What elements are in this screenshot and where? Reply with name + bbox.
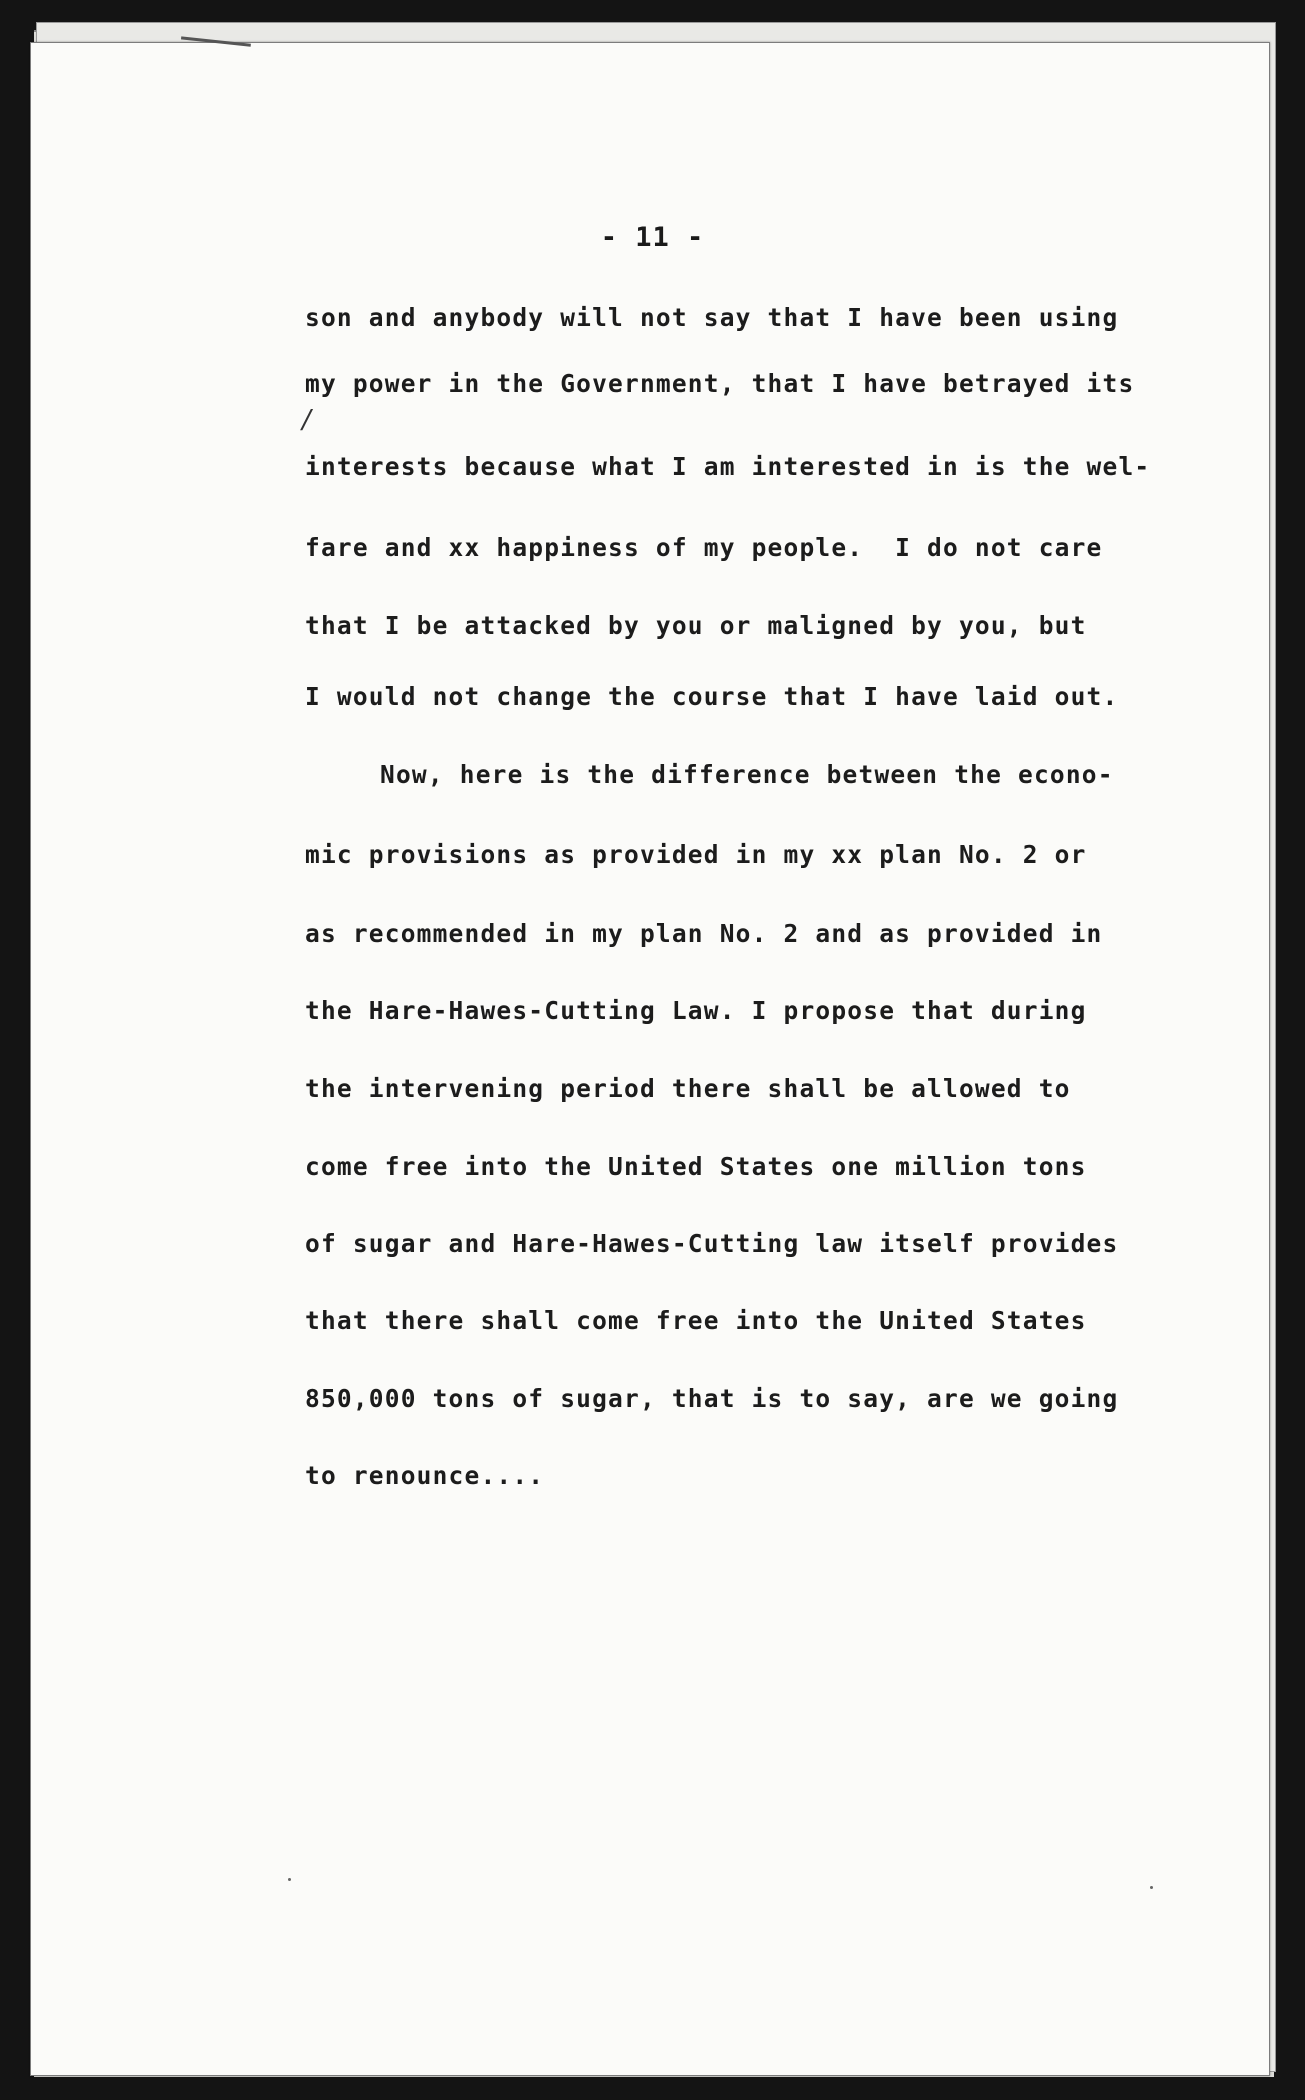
text-line: 850,000 tons of sugar, that is to say, are we going xyxy=(305,1384,1119,1413)
paragraph-start-line: Now, here is the difference between the econo- xyxy=(380,760,1114,789)
text-line: mic provisions as provided in my xx plan No. 2 or xyxy=(305,840,1087,869)
text-line: interests because what I am interested in is the wel- xyxy=(305,452,1151,481)
text-line: fare and xx happiness of my people. I do not care xyxy=(305,533,1103,562)
paper-speck xyxy=(288,1878,291,1881)
text-line: the intervening period there shall be allowed to xyxy=(305,1074,1071,1103)
text-line: that I be attacked by you or maligned by you, but xyxy=(305,611,1087,640)
text-line: that there shall come free into the United States xyxy=(305,1306,1087,1335)
margin-mark: / xyxy=(302,405,311,435)
text-line: the Hare-Hawes-Cutting Law. I propose that during xyxy=(305,996,1087,1025)
text-line: to renounce.... xyxy=(305,1461,545,1490)
text-line: my power in the Government, that I have betrayed its xyxy=(305,369,1135,398)
paper-speck xyxy=(1150,1886,1153,1889)
page-number: - 11 - xyxy=(600,222,705,253)
text-line: come free into the United States one million tons xyxy=(305,1152,1087,1181)
text-line: son and anybody will not say that I have been using xyxy=(305,303,1119,332)
text-line: of sugar and Hare-Hawes-Cutting law itself provides xyxy=(305,1229,1119,1258)
text-line: I would not change the course that I have laid out. xyxy=(305,682,1119,711)
typed-page xyxy=(30,42,1270,2076)
text-line: as recommended in my plan No. 2 and as provided in xyxy=(305,919,1103,948)
